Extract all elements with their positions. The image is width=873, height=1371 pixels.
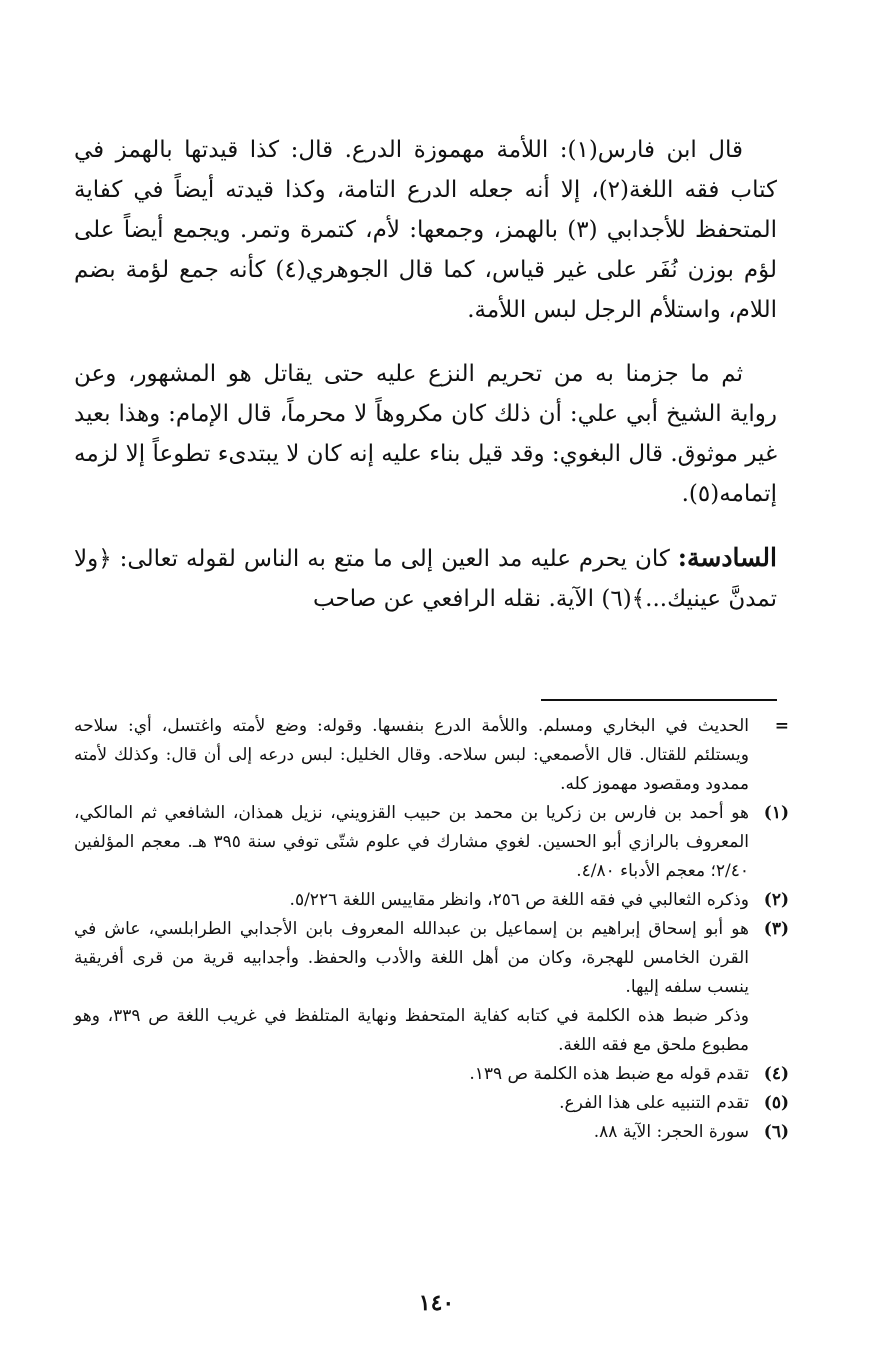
- footnote-continuation: [74, 712, 789, 799]
- main-text: [74, 130, 777, 619]
- footnote-mark: (٢): [763, 890, 789, 910]
- footnote-text: هو أحمد بن فارس بن زكريا بن محمد بن حبيب القزويني، نزيل همذان، الشافعي ثم المالكي، المعروف بالرازي أبو الحسين. لغوي مشارك في علوم شتّى توفي سنة ٣٩٥ هـ. معجم المؤلفين ٢/٤٠؛ معجم الأدباء ٤/٨٠.: [74, 803, 749, 881]
- footnote-mark: (٤): [763, 1064, 789, 1084]
- footnote-6: [74, 1118, 789, 1147]
- footnote-mark: =: [774, 716, 789, 736]
- footnote-text: هو أبو إسحاق إبراهيم بن إسماعيل بن عبدالله المعروف بابن الأجدابي الطرابلسي، عاش في القرن الخامس للهجرة، وكان من أهل اللغة والأدب والحفظ. وأجدابيه قرية من قرى أفريقية ينسب سلفه إليها.: [74, 919, 749, 997]
- footnote-separator: [541, 699, 777, 701]
- footnote-1: [74, 799, 789, 886]
- footnote-2: [74, 886, 789, 915]
- paragraph-2: ثم ما جزمنا به من تحريم النزع عليه حتى يقاتل هو المشهور، وعن رواية الشيخ أبي علي: أن ذلك كان مكروهاً لا محرماً، قال الإمام: وهذا بعيد غير موثوق. قال البغوي: وقد قيل بناء عليه إنه كان لا يبتدىء تطوعاً إلا لزمه إتمامه(٥).: [74, 361, 777, 507]
- footnote-text: الحديث في البخاري ومسلم. واللأمة الدرع بنفسها. وقوله: وضع لأمته واغتسل، أي: سلاحه ويستلئم للقتال. قال الأصمعي: لبس سلاحه. وقال الخليل: لبس درعه إلى أن قال: وكذلك لأمته ممدود ومقصود مهموز كله.: [74, 716, 749, 794]
- footnote-text: وذكره الثعالبي في فقه اللغة ص ٢٥٦، وانظر مقاييس اللغة ٥/٢٢٦.: [289, 890, 749, 910]
- paragraph-1: قال ابن فارس(١): اللأمة مهموزة الدرع. قال: كذا قيدتها بالهمز في كتاب فقه اللغة(٢)، إلا أنه جعله الدرع التامة، وكذا قيدته أيضاً في كفاية المتحفظ للأجدابي (٣) بالهمز، وجمعها: لأم، كتمرة وتمر. ويجمع أيضاً على لؤم بوزن نُفَر على غير قياس، كما قال الجوهري(٤) كأنه جمع لؤمة بضم اللام، واستلأم الرجل لبس اللأمة.: [74, 137, 778, 323]
- footnote-4: [74, 1060, 789, 1089]
- footnote-mark: (٣): [763, 919, 789, 939]
- page-number: ١٤٠: [418, 1290, 455, 1316]
- paragraph-3-text: كان يحرم عليه مد العين إلى ما متع به الناس لقوله تعالى: ﴿ولا تمدنَّ عينيك...﴾(٦) الآية. نقله الرافعي عن صاحب: [74, 546, 777, 612]
- footnote-mark: (١): [763, 803, 789, 823]
- footnote-text: سورة الحجر: الآية ٨٨.: [593, 1122, 749, 1142]
- section-heading: السادسة:: [677, 543, 777, 572]
- footnote-3: [74, 915, 789, 1002]
- footnotes: [74, 712, 789, 1147]
- footnote-5: [74, 1089, 789, 1118]
- footnote-text: تقدم التنبيه على هذا الفرع.: [559, 1093, 749, 1113]
- footnote-mark: (٥): [763, 1093, 789, 1113]
- footnote-3-continued: [74, 1002, 789, 1060]
- footnote-text: تقدم قوله مع ضبط هذه الكلمة ص ١٣٩.: [469, 1064, 749, 1084]
- footnote-text: وذكر ضبط هذه الكلمة في كتابه كفاية المتحفظ ونهاية المتلفظ في غريب اللغة ص ٣٣٩، وهو مطبوع ملحق مع فقه اللغة.: [74, 1006, 749, 1055]
- footnote-mark: (٦): [763, 1122, 789, 1142]
- paragraph-3: [74, 538, 777, 619]
